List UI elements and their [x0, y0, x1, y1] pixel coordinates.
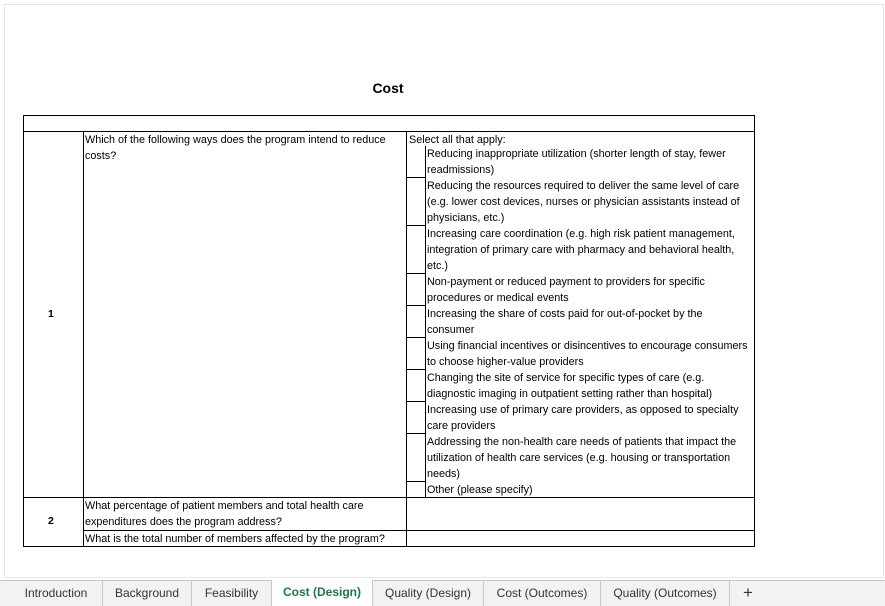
question-text: Which of the following ways does the program intend to reduce — [85, 134, 386, 146]
add-sheet-button[interactable]: + — [743, 583, 753, 602]
option-checkbox[interactable] — [406, 370, 426, 402]
option-checkbox[interactable] — [406, 482, 426, 498]
answer-cell[interactable] — [407, 531, 754, 546]
option-label: Using financial incentives or disincentives to encourage consumers to choose higher-value providers — [427, 340, 748, 368]
tab-cost-design[interactable]: Cost (Design) — [271, 580, 373, 606]
page-title: Cost — [372, 80, 404, 96]
column-divider — [83, 131, 84, 546]
row-number: 1 — [48, 308, 54, 320]
option-checkbox[interactable] — [406, 434, 426, 482]
option-label: Non-payment or reduced payment to providers for specific procedures or medical events — [427, 276, 705, 304]
tab-quality-outcomes[interactable]: Quality (Outcomes) — [601, 581, 730, 606]
option-label: Addressing the non-health care needs of patients that impact the utilization of health care services (e.g. housing or transportation needs) — [427, 436, 737, 480]
tab-cost-outcomes[interactable]: Cost (Outcomes) — [484, 581, 601, 606]
question-text: expenditures does the program address? — [85, 516, 282, 528]
select-instruction: Select all that apply: — [409, 134, 506, 146]
option-label: Reducing inappropriate utilization (shorter length of stay, fewer readmissions) — [427, 148, 726, 176]
question-text: costs? — [85, 150, 117, 162]
option-checkbox[interactable] — [406, 274, 426, 306]
answer-cell[interactable] — [407, 498, 754, 530]
option-checkbox[interactable] — [406, 226, 426, 274]
option-label: Increasing care coordination (e.g. high risk patient management, integration of primary care with pharmacy and behavioral health, etc.) — [427, 228, 735, 272]
option-label: Changing the site of service for specific types of care (e.g. diagnostic imaging in outpatient setting rather than hospital) — [427, 372, 713, 400]
row-number: 2 — [48, 515, 54, 527]
option-label: Increasing use of primary care providers, as opposed to specialty care providers — [427, 404, 739, 432]
option-checkbox[interactable] — [406, 338, 426, 370]
option-checkbox[interactable] — [406, 306, 426, 338]
tab-feasibility[interactable]: Feasibility — [192, 581, 272, 606]
option-label: Increasing the share of costs paid for out-of-pocket by the consumer — [427, 308, 703, 336]
option-label: Other (please specify) — [427, 484, 533, 496]
option-label: Reducing the resources required to deliver the same level of care (e.g. lower cost devices, nurses or physician assistants instead of physicians, etc.) — [427, 180, 740, 224]
tab-quality-design[interactable]: Quality (Design) — [373, 581, 484, 606]
question-text: What percentage of patient members and total health care — [85, 500, 364, 512]
option-checkbox[interactable] — [406, 146, 426, 178]
question-cell[interactable] — [85, 498, 363, 530]
option-checkbox[interactable] — [406, 178, 426, 226]
option-checkbox[interactable] — [406, 402, 426, 434]
sheet-tab-bar — [0, 580, 885, 606]
tab-introduction[interactable]: Introduction — [10, 581, 103, 606]
sub-question-cell[interactable]: What is the total number of members affected by the program? — [85, 533, 385, 545]
question-cell[interactable] — [85, 132, 386, 164]
tab-background[interactable]: Background — [103, 581, 192, 606]
